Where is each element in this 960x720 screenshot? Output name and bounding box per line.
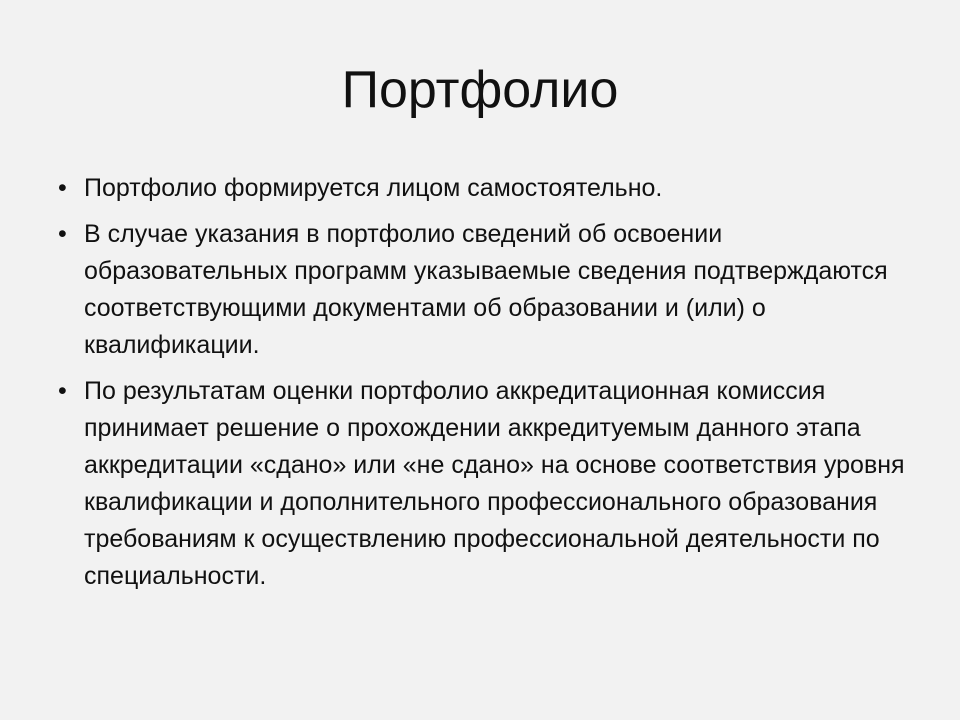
bullet-text: Портфолио формируется лицом самостоятельно. <box>84 174 663 202</box>
bullet-marker: • <box>58 220 67 248</box>
bullet-marker: • <box>58 174 67 202</box>
slide-title: Портфолио <box>341 61 619 119</box>
bullet-marker: • <box>58 377 67 405</box>
bullet-text: По результатам оценки портфолио аккредитационная комиссия принимает решение о прохождении аккредитуемым данного этапа аккредитации «сдано» или «не сдано» на основе соответствия уровня квалификации и дополнительного профессионального образования требованиям к осуществлению профессиональной деятельности по специальности. <box>84 377 905 590</box>
bullet-list <box>56 170 916 604</box>
bullet-item <box>56 170 916 207</box>
bullet-item <box>56 216 916 364</box>
bullet-text: В случае указания в портфолио сведений об освоении образовательных программ указываемые сведения подтверждаются соответствующими документами об образовании и (или) о квалификации. <box>84 220 888 359</box>
bullet-item <box>56 373 916 595</box>
